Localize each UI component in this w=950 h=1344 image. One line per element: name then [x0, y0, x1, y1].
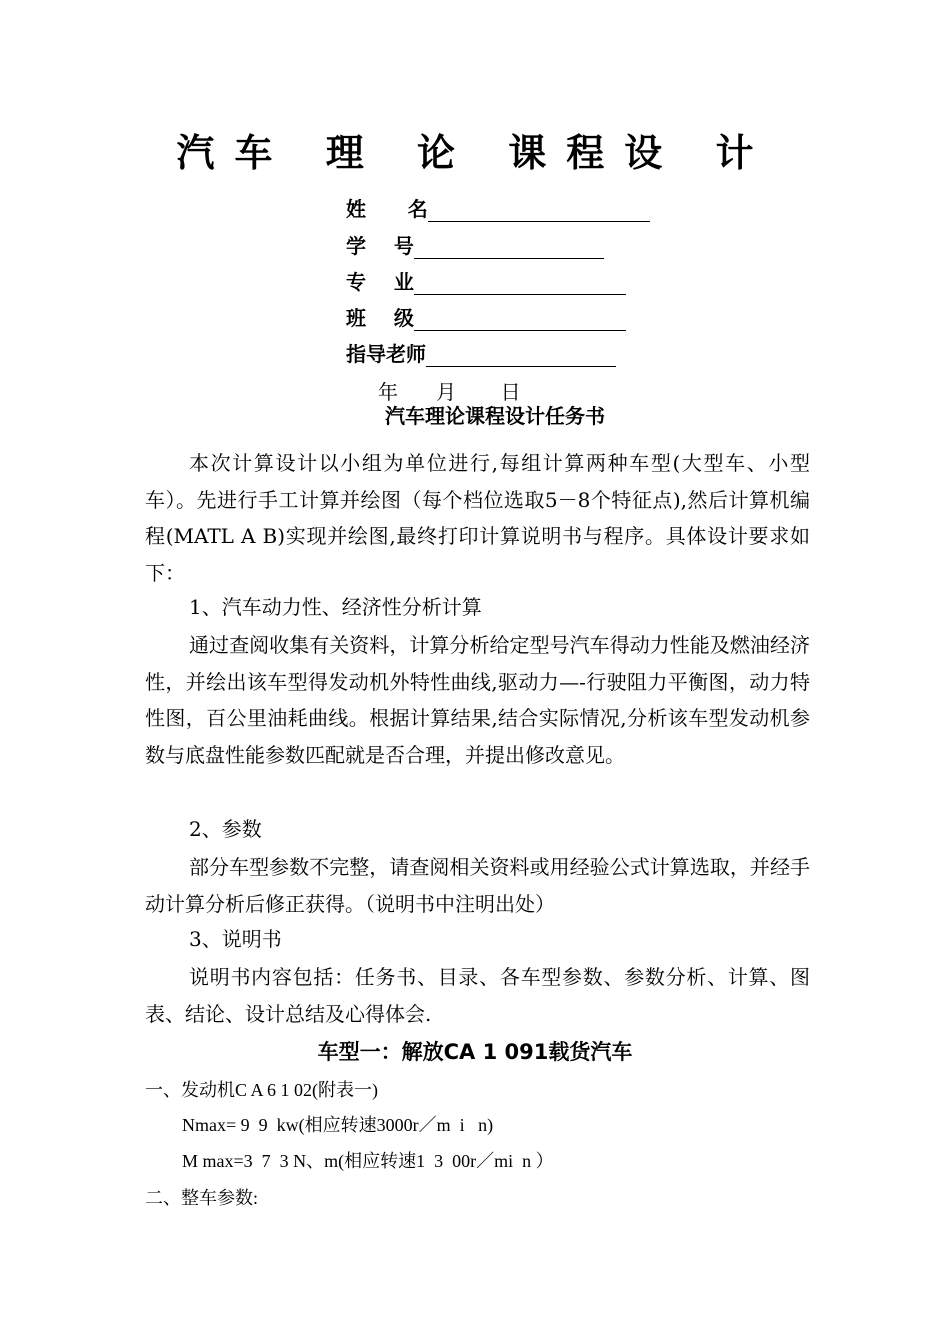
name-field-row	[346, 192, 650, 222]
item2-heading: 2、参数	[189, 817, 262, 841]
max-power-line: Nmax= 9 9 kw(相应转速3000r／m i n)	[182, 1115, 494, 1135]
advisor-field-row	[346, 337, 616, 367]
item2-body: 部分车型参数不完整，请查阅相关资料或用经验公式计算选取，并经手动计算分析后修正获得。（说明书中注明出处）	[145, 855, 810, 916]
date-line: 年 月 日	[378, 380, 521, 404]
student-id-label: 学 号	[346, 234, 414, 258]
class-label: 班 级	[346, 306, 414, 330]
vehicle-params-line: 二、整车参数:	[145, 1188, 259, 1208]
advisor-label: 指导老师	[346, 342, 426, 366]
item1-body: 通过查阅收集有关资料，计算分析给定型号汽车得动力性能及燃油经济性，并绘出该车型得发动机外特性曲线,驱动力—-行驶阻力平衡图，动力特性图，百公里油耗曲线。根据计算结果,结合实际情况,分析该车型发动机参数与底盘性能参数匹配就是否合理，并提出修改意见。	[145, 633, 810, 767]
max-torque-line: M max=3 7 3 N、m(相应转速1 3 00r／mi n ）	[182, 1151, 554, 1171]
task-book-title: 汽车理论课程设计任务书	[385, 404, 605, 428]
student-id-field-row	[346, 229, 604, 259]
item3-body: 说明书内容包括：任务书、目录、各车型参数、参数分析、计算、图表、结论、设计总结及心得体会.	[145, 965, 810, 1026]
intro-paragraph: 本次计算设计以小组为单位进行,每组计算两种车型(大型车、小型车）。先进行手工计算并绘图（每个档位选取5－8个特征点),然后计算机编程(MATL A B)实现并绘图,最终打印计算说明书与程序。具体设计要求如下：	[145, 451, 810, 585]
class-field-row	[346, 301, 626, 331]
major-field-row	[346, 265, 626, 295]
item3-heading: 3、说明书	[189, 927, 282, 951]
name-label: 姓 名	[346, 197, 428, 221]
class-blank-line	[414, 306, 626, 331]
major-label: 专 业	[346, 270, 414, 294]
advisor-blank-line	[426, 342, 616, 367]
item1-heading: 1、汽车动力性、经济性分析计算	[189, 595, 482, 619]
engine-line: 一、发动机C A 6 1 02(附表一)	[145, 1080, 379, 1100]
model1-heading: 车型一：解放CA 1 091载货汽车	[317, 1040, 633, 1064]
name-blank-line	[428, 197, 650, 222]
major-blank-line	[414, 270, 626, 295]
student-id-blank-line	[414, 234, 604, 259]
document-title: 汽车 理 论 课程设 计	[176, 131, 774, 175]
